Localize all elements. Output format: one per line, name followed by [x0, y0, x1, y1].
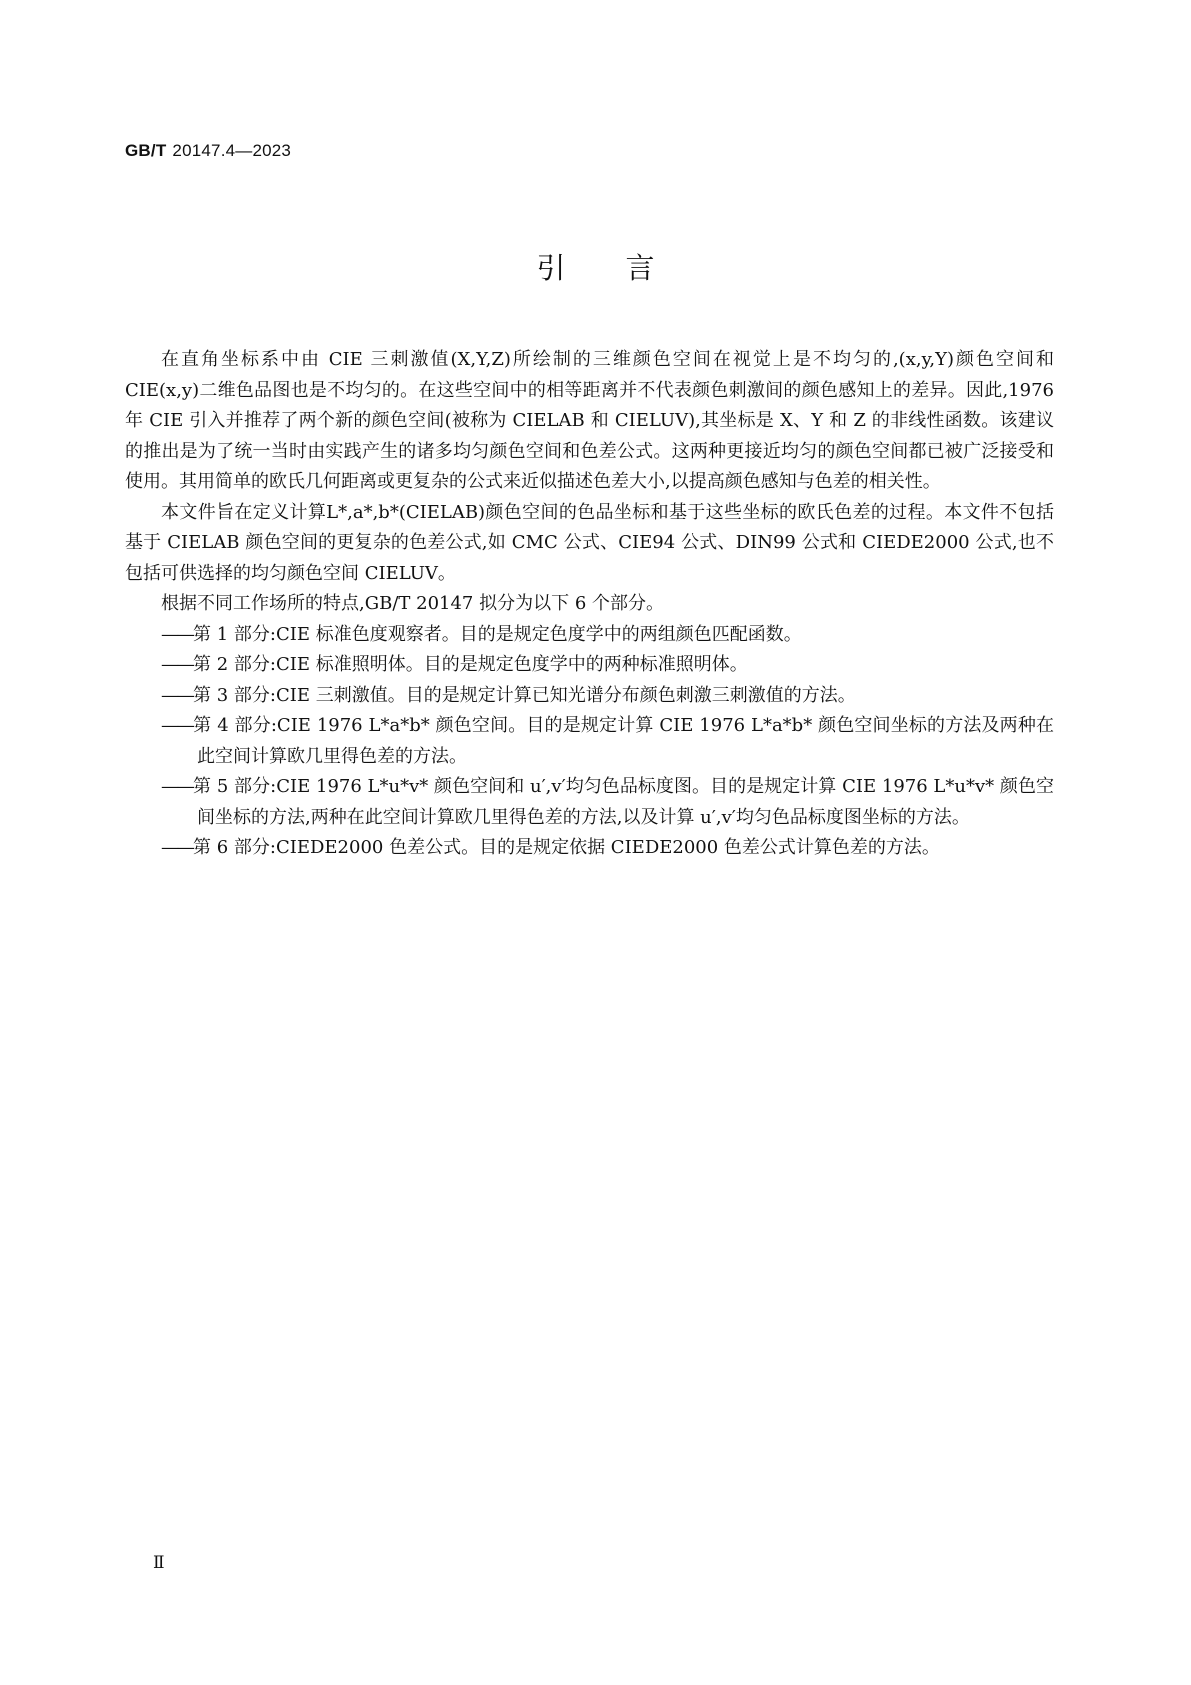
paragraph: 本文件旨在定义计算L*,a*,b*(CIELAB)颜色空间的色品坐标和基于这些坐标的欧氏色差的过程。本文件不包括基于 CIELAB 颜色空间的更复杂的色差公式,如 CMC 公式、CIE94 公式、DIN99 公式和 CIEDE2000 公式,也不包括可供选择的均匀颜色空间 CIELUV。 [125, 501, 1054, 584]
list-item [125, 833, 1054, 864]
list-dash: —— [161, 837, 193, 858]
page-number: Ⅱ [153, 1553, 165, 1573]
list-item [125, 681, 1054, 712]
list-item-text: 第 2 部分:CIE 标准照明体。目的是规定色度学中的两种标准照明体。 [193, 654, 748, 675]
page-title: 引言 [536, 251, 715, 285]
list-dash: —— [161, 715, 193, 736]
list-dash: —— [161, 654, 193, 675]
list-item [125, 620, 1054, 651]
list-item-text: 第 6 部分:CIEDE2000 色差公式。目的是规定依据 CIEDE2000 色差公式计算色差的方法。 [193, 837, 940, 858]
list-item-text: 第 3 部分:CIE 三刺激值。目的是规定计算已知光谱分布颜色刺激三刺激值的方法。 [193, 684, 856, 706]
standard-code [125, 141, 291, 161]
list-item-text: 第 1 部分:CIE 标准色度观察者。目的是规定色度学中的两组颜色匹配函数。 [193, 623, 802, 645]
standard-code-prefix: GB/T [125, 141, 167, 160]
list-item [125, 772, 1054, 833]
paragraph: 根据不同工作场所的特点,GB/T 20147 拟分为以下 6 个部分。 [161, 593, 664, 614]
list-item [125, 650, 1054, 681]
parts-list [125, 620, 1054, 864]
list-item-text: 第 5 部分:CIE 1976 L*u*v* 颜色空间和 u′,v′均匀色品标度图。目的是规定计算 CIE 1976 L*u*v* 颜色空间坐标的方法,两种在此空间计算欧几里得色差的方法,以及计算 u′,v′均匀色品标度图坐标的方法。 [193, 776, 1054, 828]
list-dash: —— [161, 776, 193, 797]
list-dash: —— [161, 623, 193, 645]
list-dash: —— [161, 684, 193, 706]
body-text [125, 345, 1054, 864]
list-item-text: 第 4 部分:CIE 1976 L*a*b* 颜色空间。目的是规定计算 CIE 1976 L*a*b* 颜色空间坐标的方法及两种在此空间计算欧几里得色差的方法。 [193, 715, 1054, 767]
list-item [125, 711, 1054, 772]
paragraph: 在直角坐标系中由 CIE 三刺激值(X,Y,Z)所绘制的三维颜色空间在视觉上是不均匀的,(x,y,Y)颜色空间和 CIE(x,y)二维色品图也是不均匀的。在这些空间中的相等距离并不代表颜色刺激间的颜色感知上的差异。因此,1976 年 CIE 引入并推荐了两个新的颜色空间(被称为 CIELAB 和 CIELUV),其坐标是 X、Y 和 Z 的非线性函数。该建议的推出是为了统一当时由实践产生的诸多均匀颜色空间和色差公式。这两种更接近均匀的颜色空间都已被广泛接受和使用。其用简单的欧氏几何距离或更复杂的公式来近似描述色差大小,以提高颜色感知与色差的相关性。 [125, 349, 1054, 492]
standard-code-number: 20147.4—2023 [172, 141, 292, 160]
